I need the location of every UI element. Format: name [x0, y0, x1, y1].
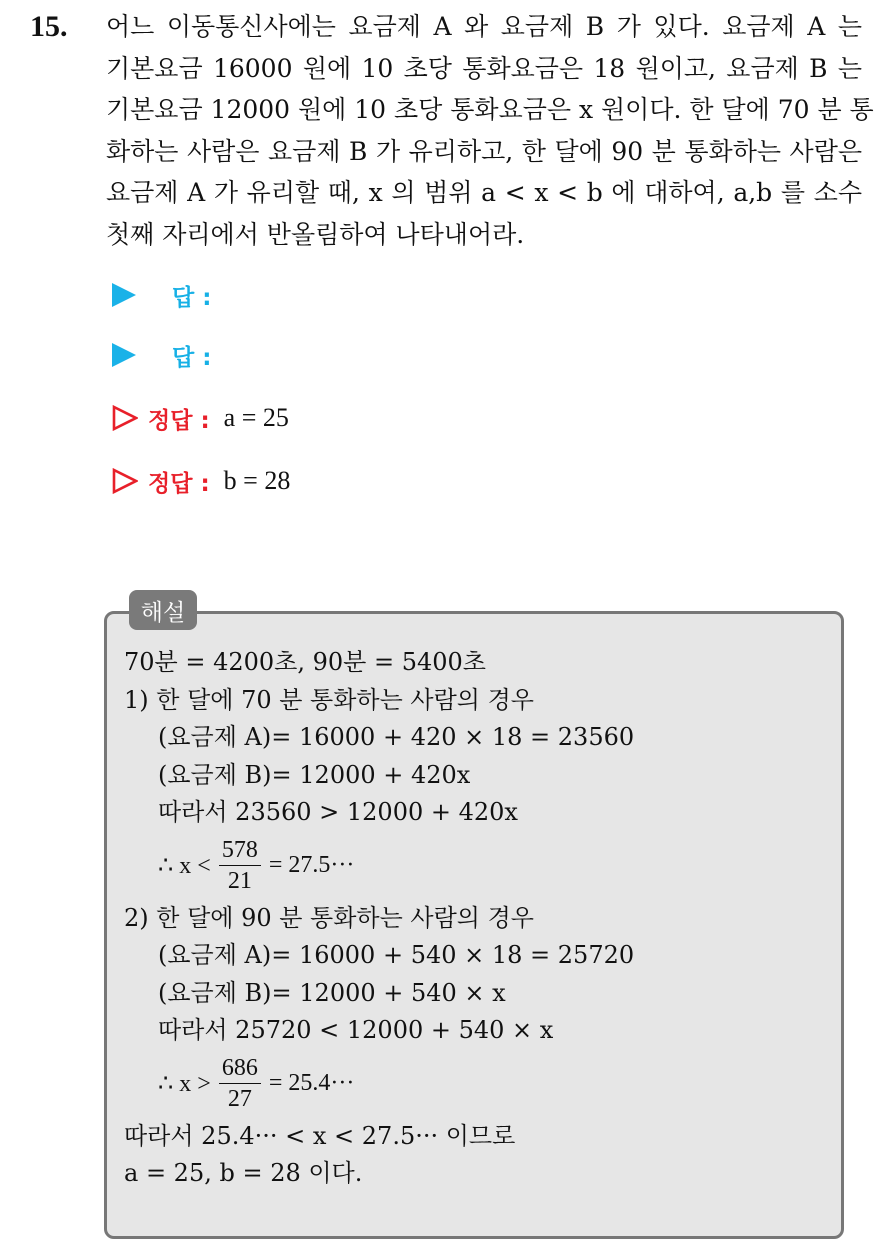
correct-answer-label: 정답 :: [148, 470, 210, 497]
question-line: 기본요금 12000 원에 10 초당 통화요금은 x 원이다. 한 달에 70 분 통: [106, 95, 874, 124]
solution-line: 2) 한 달에 90 분 통화하는 사람의 경우: [124, 903, 534, 932]
question-line: 첫째 자리에서 반올림하여 나타내어라.: [106, 219, 525, 249]
play-triangle-icon: [112, 343, 136, 367]
fraction-numerator: 578: [219, 835, 261, 866]
solution-line: (요금제 A)= 16000 + 540 × 18 = 25720: [158, 941, 635, 969]
correct-answer-value: a = 25: [223, 403, 289, 432]
question-line: 요금제 A 가 유리할 때, x 의 범위 a < x < b 에 대하여, a,b 를 소수: [106, 178, 862, 207]
fraction-result: = 27.5···: [268, 852, 355, 878]
correct-answer-row-2: [112, 461, 290, 501]
answer-row-1: [112, 275, 225, 315]
answer-label: 답 :: [172, 284, 212, 311]
solution-line: 따라서 23560 > 12000 + 420x: [158, 798, 518, 826]
fraction-578-21: [219, 835, 261, 896]
fraction-line-1: [124, 832, 634, 900]
fraction-686-27: [219, 1053, 261, 1114]
question-line: 화하는 사람은 요금제 B 가 유리하고, 한 달에 90 분 통화하는 사람은: [106, 136, 862, 166]
fraction-numerator: 686: [219, 1053, 261, 1084]
play-triangle-icon: [112, 283, 136, 307]
outline-triangle-icon: [112, 468, 138, 494]
solution-line: (요금제 B)= 12000 + 420x: [158, 760, 471, 789]
solution-line: 따라서 25720 < 12000 + 540 × x: [158, 1016, 554, 1044]
correct-answer-label: 정답 :: [148, 407, 210, 434]
solution-line: 70분 = 4200초, 90분 = 5400초: [124, 648, 486, 676]
solution-line: 따라서 25.4··· < x < 27.5··· 이므로: [124, 1121, 516, 1150]
solution-line: 1) 한 달에 70 분 통화하는 사람의 경우: [124, 685, 534, 714]
correct-answer-row-1: [112, 398, 289, 438]
solution-line: (요금제 A)= 16000 + 420 × 18 = 23560: [158, 723, 635, 751]
correct-answer-value: b = 28: [223, 466, 291, 495]
fraction-result: = 25.4···: [268, 1070, 355, 1096]
solution-line: a = 25, b = 28 이다.: [124, 1159, 363, 1187]
outline-triangle-icon: [112, 405, 138, 431]
solution-badge: 해설: [129, 590, 197, 630]
fraction-denominator: 27: [227, 1086, 252, 1112]
therefore-inequality: ∴ x <: [158, 853, 211, 879]
question-number: 15.: [30, 10, 68, 43]
question-text: [106, 6, 874, 255]
answer-row-2: [112, 335, 225, 375]
question-line: 기본요금 16000 원에 10 초당 통화요금은 18 원이고, 요금제 B 는: [106, 53, 862, 83]
question-line: 어느 이동통신사에는 요금제 A 와 요금제 B 가 있다. 요금제 A 는: [106, 12, 862, 41]
answer-label: 답 :: [172, 344, 212, 371]
therefore-inequality: ∴ x >: [158, 1071, 211, 1097]
fraction-denominator: 21: [227, 868, 252, 894]
solution-content: [124, 644, 634, 1193]
fraction-line-2: [124, 1050, 634, 1118]
solution-line: (요금제 B)= 12000 + 540 × x: [158, 978, 506, 1007]
